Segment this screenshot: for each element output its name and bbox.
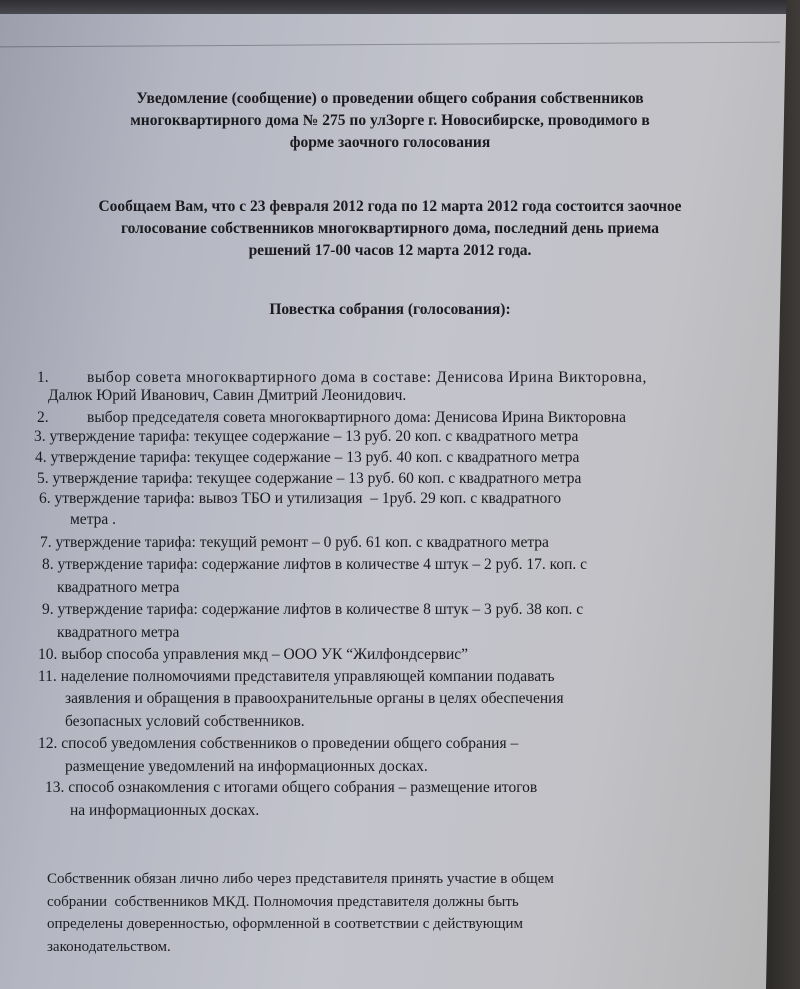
agenda-item xyxy=(34,427,578,448)
agenda-item-continuation: размещение уведомлений на информационных досках. xyxy=(65,758,428,775)
agenda-item-number: 11. xyxy=(38,668,57,685)
agenda-item-continuation: заявления и обращения в правоохранительные органы в целях обеспечения xyxy=(65,690,564,707)
title-line: многоквартирного дома № 275 по улЗорге г. Новосибирске, проводимого в xyxy=(130,112,650,129)
agenda-item-continuation: безопасных условий собственников. xyxy=(65,713,305,730)
agenda-item-continuation: метра . xyxy=(70,511,117,528)
agenda-item xyxy=(38,734,518,755)
notice-paragraph xyxy=(20,196,760,262)
agenda-item-number: 13. xyxy=(45,779,65,796)
agenda-item xyxy=(37,469,581,490)
agenda-item-number: 12. xyxy=(38,735,58,752)
agenda-item-text: выбор совета многоквартирного дома в составе: Денисова Ирина Викторовна, xyxy=(87,369,647,386)
agenda-item-continuation: квадратного метра xyxy=(57,624,180,641)
agenda-item-number: 8. xyxy=(42,556,54,573)
agenda-heading: Повестка собрания (голосования): xyxy=(269,301,511,318)
agenda-item xyxy=(38,645,468,666)
agenda-item-text: утверждение тарифа: содержание лифтов в количестве 4 штук – 2 руб. 17. коп. с xyxy=(57,556,588,573)
agenda-item xyxy=(42,555,587,576)
notice-line: решений 17-00 часов 12 марта 2012 года. xyxy=(248,242,532,259)
agenda-item-text: выбор председателя совета многоквартирного дома: Денисова Ирина Викторовна xyxy=(87,409,627,426)
agenda-item-text: способ ознакомления с итогами общего собрания – размещение итогов xyxy=(68,779,538,796)
agenda-item-number: 1. xyxy=(37,369,49,386)
footer-paragraph xyxy=(47,868,727,958)
footer-line: собрании собственников МКД. Полномочия представителя должны быть xyxy=(47,893,519,910)
agenda-item-number: 10. xyxy=(38,646,58,663)
agenda-item-number: 6. xyxy=(39,490,51,507)
footer-line: законодательством. xyxy=(47,938,171,955)
agenda-item-text: утверждение тарифа: текущее содержание – 13 руб. 20 коп. с квадратного метра xyxy=(49,428,579,445)
agenda-item-number: 4. xyxy=(35,449,47,466)
agenda-item-number: 9. xyxy=(42,601,54,618)
agenda-item-text: утверждение тарифа: содержание лифтов в количестве 8 штук – 3 руб. 38 коп. с xyxy=(57,601,584,618)
agenda-item-text: выбор способа управления мкд – ООО УК “Жилфондсервис” xyxy=(61,646,469,663)
agenda-item-number: 2. xyxy=(37,409,49,426)
agenda-item-continuation: на информационных досках. xyxy=(70,802,260,819)
title-line: форме заочного голосования xyxy=(289,134,491,151)
agenda-item xyxy=(39,489,561,510)
agenda-item xyxy=(37,408,626,429)
agenda-item-continuation: Далюк Юрий Иванович, Савин Дмитрий Леонидович. xyxy=(48,387,407,404)
footer-line: Собственник обязан лично либо через представителя принять участие в общем xyxy=(47,871,554,887)
notice-line: голосование собственников многоквартирного дома, последний день приема xyxy=(120,220,660,237)
agenda-item xyxy=(40,533,549,554)
agenda-item-text: утверждение тарифа: вывоз ТБО и утилизация – 1руб. 29 коп. с квадратного xyxy=(54,490,562,507)
document-title xyxy=(30,88,750,154)
agenda-item-number: 5. xyxy=(37,470,49,487)
title-line: Уведомление (сообщение) о проведении общего собрания собственников xyxy=(136,90,644,107)
agenda-item xyxy=(45,778,537,799)
agenda-item xyxy=(42,600,583,621)
agenda-item-text: наделение полномочиями представителя управляющей компании подавать xyxy=(60,668,555,685)
agenda-item-number: 7. xyxy=(40,534,52,551)
agenda-item-continuation: квадратного метра xyxy=(57,579,180,596)
agenda-item-text: утверждение тарифа: текущий ремонт – 0 руб. 61 коп. с квадратного метра xyxy=(55,534,549,551)
agenda-item-text: утверждение тарифа: текущее содержание – 13 руб. 40 коп. с квадратного метра xyxy=(50,449,580,466)
agenda-item-text: способ уведомления собственников о проведении общего собрания – xyxy=(61,735,519,752)
agenda-item xyxy=(38,667,555,688)
notice-line: Сообщаем Вам, что с 23 февраля 2012 года по 12 марта 2012 года состоится заочное xyxy=(98,198,682,215)
agenda-item xyxy=(35,448,579,469)
agenda-item-number: 3. xyxy=(34,428,46,445)
agenda-item-text: утверждение тарифа: текущее содержание – 13 руб. 60 коп. с квадратного метра xyxy=(52,470,582,487)
footer-line: определены доверенностью, оформленной в соответствии с действующим xyxy=(47,916,523,932)
